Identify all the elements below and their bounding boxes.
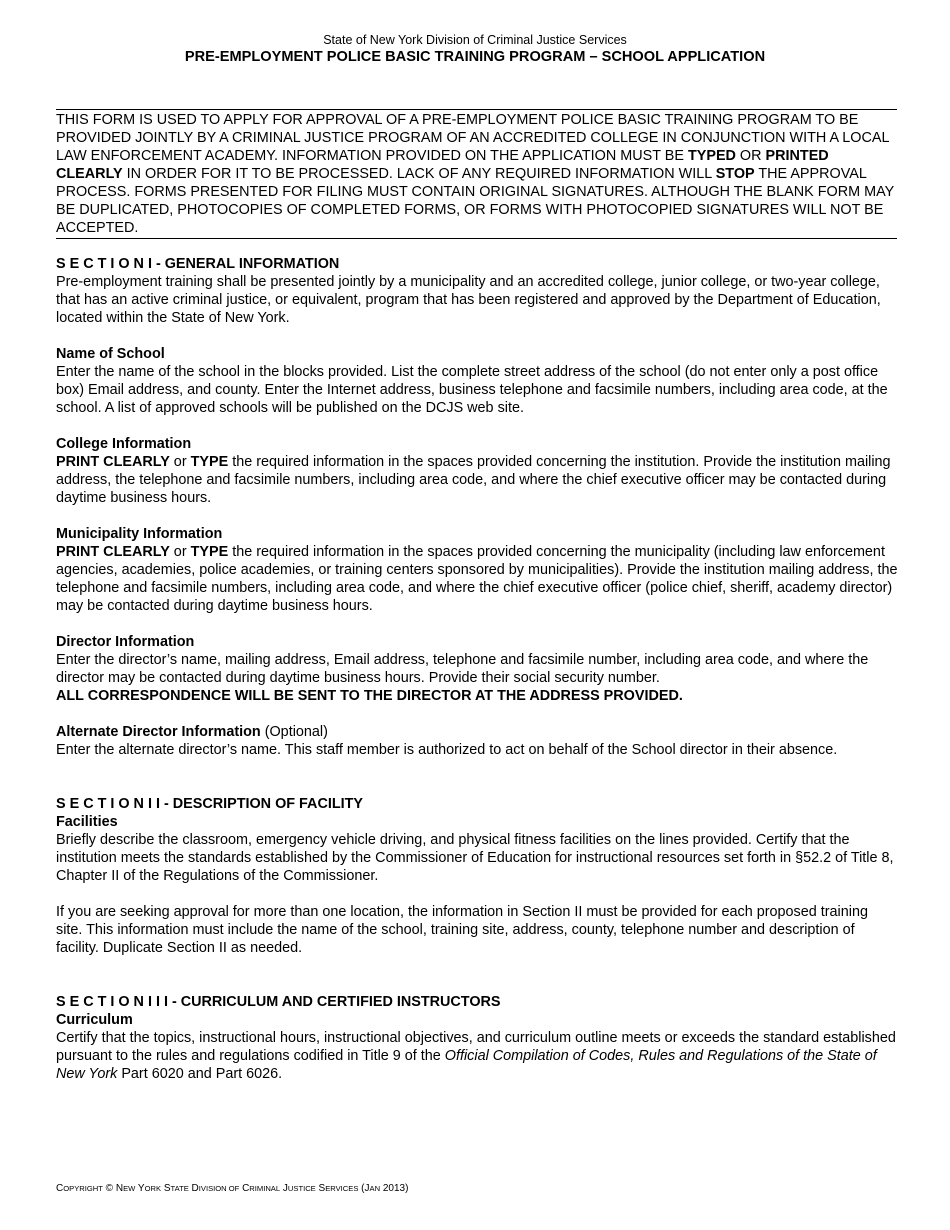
curriculum-text-2: Part 6020 and Part 6026. <box>117 1066 283 1082</box>
curriculum-text <box>56 1029 898 1083</box>
footer-cap: Y <box>135 1183 145 1194</box>
footer-cap: D <box>188 1183 199 1194</box>
section-2-heading: S E C T I O N I I - DESCRIPTION OF FACILITY <box>56 796 364 812</box>
footer-small: ORK <box>144 1184 162 1193</box>
municipality-or: or <box>169 544 191 560</box>
footer-small: IVISION OF <box>198 1184 240 1193</box>
college-information-text <box>56 453 898 507</box>
footer-cap: S <box>315 1183 326 1194</box>
municipality-print-clearly: PRINT CLEARLY <box>56 544 170 560</box>
notice-text-2: OR <box>735 148 766 164</box>
footer-cap: S <box>161 1183 171 1194</box>
college-body: the required information in the spaces provided concerning the institution. Provide the institution mailing address, the telephone and facsimile numbers, including area code, and where the chief executive officer may be contacted during daytime business hours. <box>56 454 891 506</box>
copyright-footer <box>56 1183 408 1195</box>
footer-cap: C <box>239 1183 250 1194</box>
facilities-text: Briefly describe the classroom, emergency vehicle driving, and physical fitness facilities on the lines provided. Certify that the institution meets the standards established by the Commissioner of Education for instructional resources set forth in §52.2 of Title 8, Chapter II of the Regulations of the Commissioner. <box>56 832 894 884</box>
document-title: PRE-EMPLOYMENT POLICE BASIC TRAINING PROGRAM – SCHOOL APPLICATION <box>184 49 766 65</box>
name-of-school-heading: Name of School <box>56 346 165 362</box>
agency-name: State of New York Division of Criminal Justice Services <box>323 33 627 47</box>
director-correspondence-notice: ALL CORRESPONDENCE WILL BE SENT TO THE DIRECTOR AT THE ADDRESS PROVIDED. <box>56 688 683 704</box>
name-of-school-text: Enter the name of the school in the blocks provided. List the complete street address of the school (do not enter only a post office box) Email address, and county. Enter the Internet address, business telephone and facsimile numbers, including area code, at the school. A list of approved schools will be published on the DCJS web site. <box>56 364 888 416</box>
footer-cap: © N <box>102 1183 124 1194</box>
section-3-heading: S E C T I O N I I I - CURRICULUM AND CERTIFIED INSTRUCTORS <box>56 994 501 1010</box>
document-body <box>56 255 898 1083</box>
footer-small: EW <box>123 1184 136 1193</box>
footer-small: RIMINAL <box>249 1184 281 1193</box>
section-1-heading: S E C T I O N I - GENERAL INFORMATION <box>56 256 340 272</box>
footer-small: TATE <box>170 1184 189 1193</box>
notice-text-4: THE APPROVAL PROCESS. FORMS PRESENTED FOR FILING MUST CONTAIN ORIGINAL SIGNATURES. ALTHOUGH THE BLANK FORM MAY BE DUPLICATED, PHOTOCOPIES OF COMPLETED FORMS, OR FORMS WITH PHOTOCOPIED SIGNATURES WILL NOT BE ACCEPTED. <box>56 166 894 236</box>
facilities-heading: Facilities <box>56 814 118 830</box>
section-spacer <box>56 975 898 993</box>
alternate-director-heading-line <box>56 723 898 741</box>
curriculum-citation: Official Compilation of Codes, Rules and Regulations of the State of New York <box>56 1048 877 1082</box>
director-information-heading: Director Information <box>56 634 195 650</box>
footer-cap: (J <box>358 1183 370 1194</box>
footer-cap: J <box>280 1183 288 1194</box>
notice-typed: TYPED <box>687 148 736 164</box>
section-1-intro: Pre-employment training shall be presented jointly by a municipality and an accredited college, junior college, or two-year college, that has an active criminal justice, or equivalent, program that has been registered and approved by the Department of Education, located within the State of New York. <box>56 274 881 326</box>
college-type: TYPE <box>190 454 229 470</box>
municipality-type: TYPE <box>190 544 229 560</box>
curriculum-text-1: Certify that the topics, instructional hours, instructional objectives, and curriculum outline meets or exceeds the standard established pursuant to the rules and regulations codified in Title 9 of the <box>56 1030 896 1064</box>
notice-stop: STOP <box>715 166 755 182</box>
college-information-heading: College Information <box>56 436 192 452</box>
notice-text-1: THIS FORM IS USED TO APPLY FOR APPROVAL OF A PRE-EMPLOYMENT POLICE BASIC TRAINING PROGRAM TO BE PROVIDED JOINTLY BY A CRIMINAL JUSTICE PROGRAM OF AN ACCREDITED COLLEGE IN CONJUNCTION WITH A LOCAL LAW ENFORCEMENT ACADEMY. INFORMATION PROVIDED ON THE APPLICATION MUST BE <box>56 112 889 164</box>
footer-small: AN <box>369 1184 381 1193</box>
footer-cap: C <box>56 1183 64 1194</box>
footer-small: OPYRIGHT <box>63 1184 103 1193</box>
curriculum-heading: Curriculum <box>56 1012 133 1028</box>
director-information-text: Enter the director’s name, mailing address, Email address, telephone and facsimile number, including area code, and where the director may be contacted during daytime business hours. Provide their social security number. <box>56 652 869 686</box>
alternate-director-heading: Alternate Director Information <box>56 724 261 740</box>
college-or: or <box>169 454 191 470</box>
footer-cap: 2013) <box>380 1183 409 1194</box>
multi-location-text: If you are seeking approval for more than one location, the information in Section II must be provided for each proposed training site. This information must include the name of the school, training site, address, county, telephone number and description of facility. Duplicate Section II as needed. <box>56 904 868 956</box>
notice-text-3: IN ORDER FOR IT TO BE PROCESSED. LACK OF ANY REQUIRED INFORMATION WILL <box>122 166 716 182</box>
notice-printed-clearly: PRINTED CLEARLY <box>56 148 829 182</box>
alternate-director-text: Enter the alternate director’s name. This staff member is authorized to act on behalf of the School director in their absence. <box>56 742 838 758</box>
section-spacer <box>56 777 898 795</box>
footer-small: ERVICES <box>325 1184 359 1193</box>
municipality-body: the required information in the spaces provided concerning the municipality (including law enforcement agencies, academies, police academies, or training centers sponsored by municipalities). Provide the institution mailing address, the telephone and facsimile numbers, including area code, and where the chief executive officer (police chief, sheriff, academy director) may be contacted during daytime business hours. <box>56 544 898 614</box>
footer-small: USTICE <box>287 1184 316 1193</box>
alternate-director-optional: (Optional) <box>260 724 328 740</box>
municipality-information-heading: Municipality Information <box>56 526 223 542</box>
instructions-notice <box>56 109 897 239</box>
municipality-information-text <box>56 543 898 615</box>
college-print-clearly: PRINT CLEARLY <box>56 454 170 470</box>
